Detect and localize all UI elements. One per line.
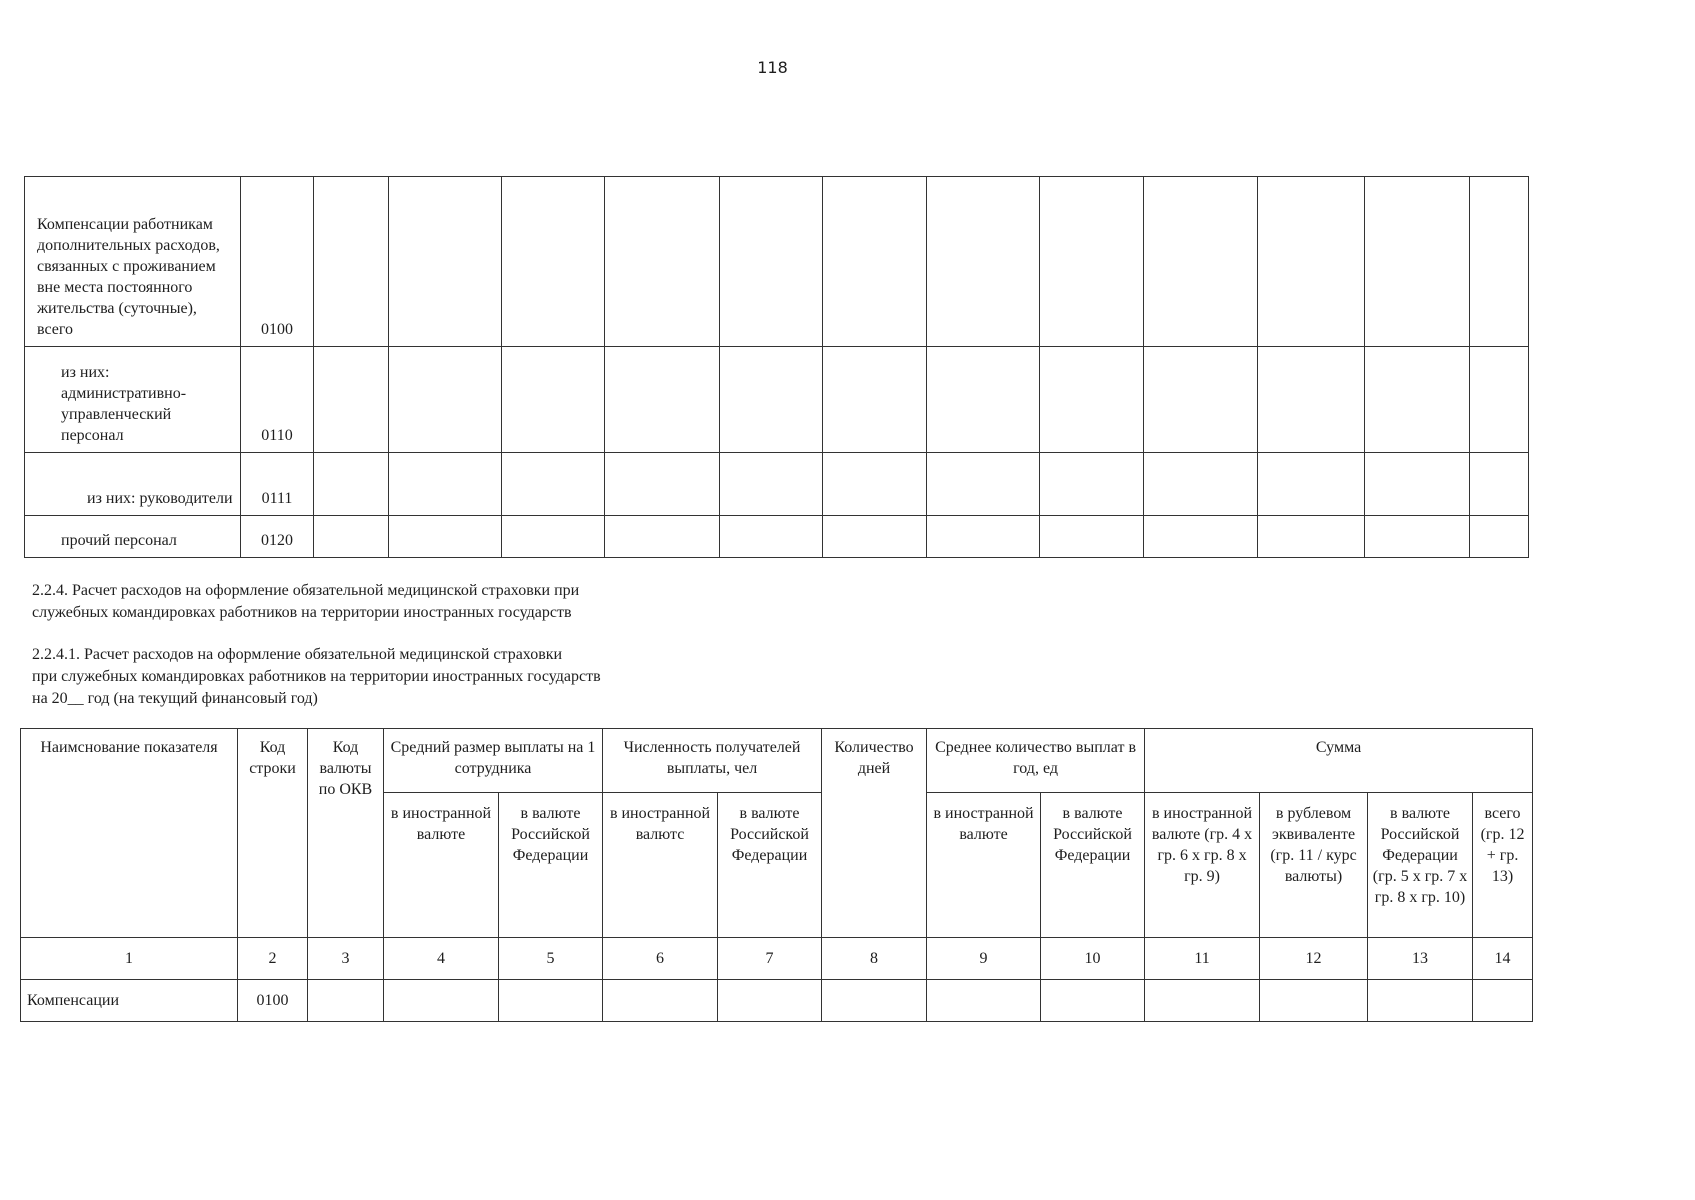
column-number: 5 <box>499 938 603 980</box>
column-number: 6 <box>603 938 718 980</box>
column-number: 14 <box>1473 938 1533 980</box>
row-label-0100: Компенсации работникам дополнительных расходов, связанных с проживанием вне места постоянного жительства (суточные), всего <box>25 177 241 347</box>
subheader-col-10: в валюте Российской Федерации <box>1041 793 1145 938</box>
column-number: 9 <box>927 938 1041 980</box>
subheader-col-13: в валюте Российской Федерации (гр. 5 х гр. 7 х гр. 8 х гр. 10) <box>1368 793 1473 938</box>
row-code: 0110 <box>241 347 314 453</box>
header-row <box>21 729 1533 793</box>
row-label-0110: из них: административно-управленческий персонал <box>25 347 241 453</box>
subheader-col-14: всего (гр. 12 + гр. 13) <box>1473 793 1533 938</box>
column-number: 4 <box>384 938 499 980</box>
daily-allowance-table <box>24 176 1529 558</box>
header-row-code: Код строки <box>238 729 308 938</box>
header-avg-count: Среднее количество выплат в год, ед <box>927 729 1145 793</box>
row-label-0111: из них: руководители <box>25 453 241 516</box>
medical-insurance-table <box>20 728 1533 1022</box>
header-days: Количество дней <box>822 729 927 938</box>
subheader-col-5: в валюте Российской Федерации <box>499 793 603 938</box>
row-code: 0100 <box>241 177 314 347</box>
column-number: 2 <box>238 938 308 980</box>
column-number: 7 <box>718 938 822 980</box>
column-number: 8 <box>822 938 927 980</box>
table-row <box>25 347 1529 453</box>
subheader-col-4: в иностранной валюте <box>384 793 499 938</box>
column-number: 1 <box>21 938 238 980</box>
column-numbers-row <box>21 938 1533 980</box>
row-code: 0100 <box>238 980 308 1022</box>
column-number: 10 <box>1041 938 1145 980</box>
column-number: 13 <box>1368 938 1473 980</box>
page-number: 118 <box>757 58 788 77</box>
header-avg-payment: Средний размер выплаты на 1 сотрудника <box>384 729 603 793</box>
row-label-0120: прочий персонал <box>25 516 241 558</box>
subheader-col-6: в иностранной валютс <box>603 793 718 938</box>
section-heading-2241-year: на 20__ год (на текущий финансовый год) <box>32 690 318 707</box>
row-code: 0111 <box>241 453 314 516</box>
header-currency-code: Код валюты по ОКВ <box>308 729 384 938</box>
subheader-col-9: в иностранной валюте <box>927 793 1041 938</box>
header-recipients: Численность получателей выплаты, чел <box>603 729 822 793</box>
subheader-col-11: в иностранной валюте (гр. 4 х гр. 6 х гр. 8 х гр. 9) <box>1145 793 1260 938</box>
column-number: 12 <box>1260 938 1368 980</box>
row-code: 0120 <box>241 516 314 558</box>
table-row <box>25 516 1529 558</box>
table-row <box>25 453 1529 516</box>
table-row <box>25 177 1529 347</box>
section-heading-224-cont: служебных командировках работников на территории иностранных государств <box>32 604 572 621</box>
header-sum: Сумма <box>1145 729 1533 793</box>
column-number: 11 <box>1145 938 1260 980</box>
row-label-compensation: Компенсации <box>21 980 238 1022</box>
subheader-col-7: в валюте Российской Федерации <box>718 793 822 938</box>
section-heading-2241: 2.2.4.1. Расчет расходов на оформление обязательной медицинской страховки <box>32 646 563 663</box>
column-number: 3 <box>308 938 384 980</box>
header-name: Наимснование показателя <box>21 729 238 938</box>
section-heading-224: 2.2.4. Расчет расходов на оформление обязательной медицинской страховки при <box>32 582 580 599</box>
table-row <box>21 980 1533 1022</box>
section-heading-2241-cont: при служебных командировках работников на территории иностранных государств <box>32 668 601 685</box>
subheader-col-12: в рублевом эквиваленте (гр. 11 / курс валюты) <box>1260 793 1368 938</box>
